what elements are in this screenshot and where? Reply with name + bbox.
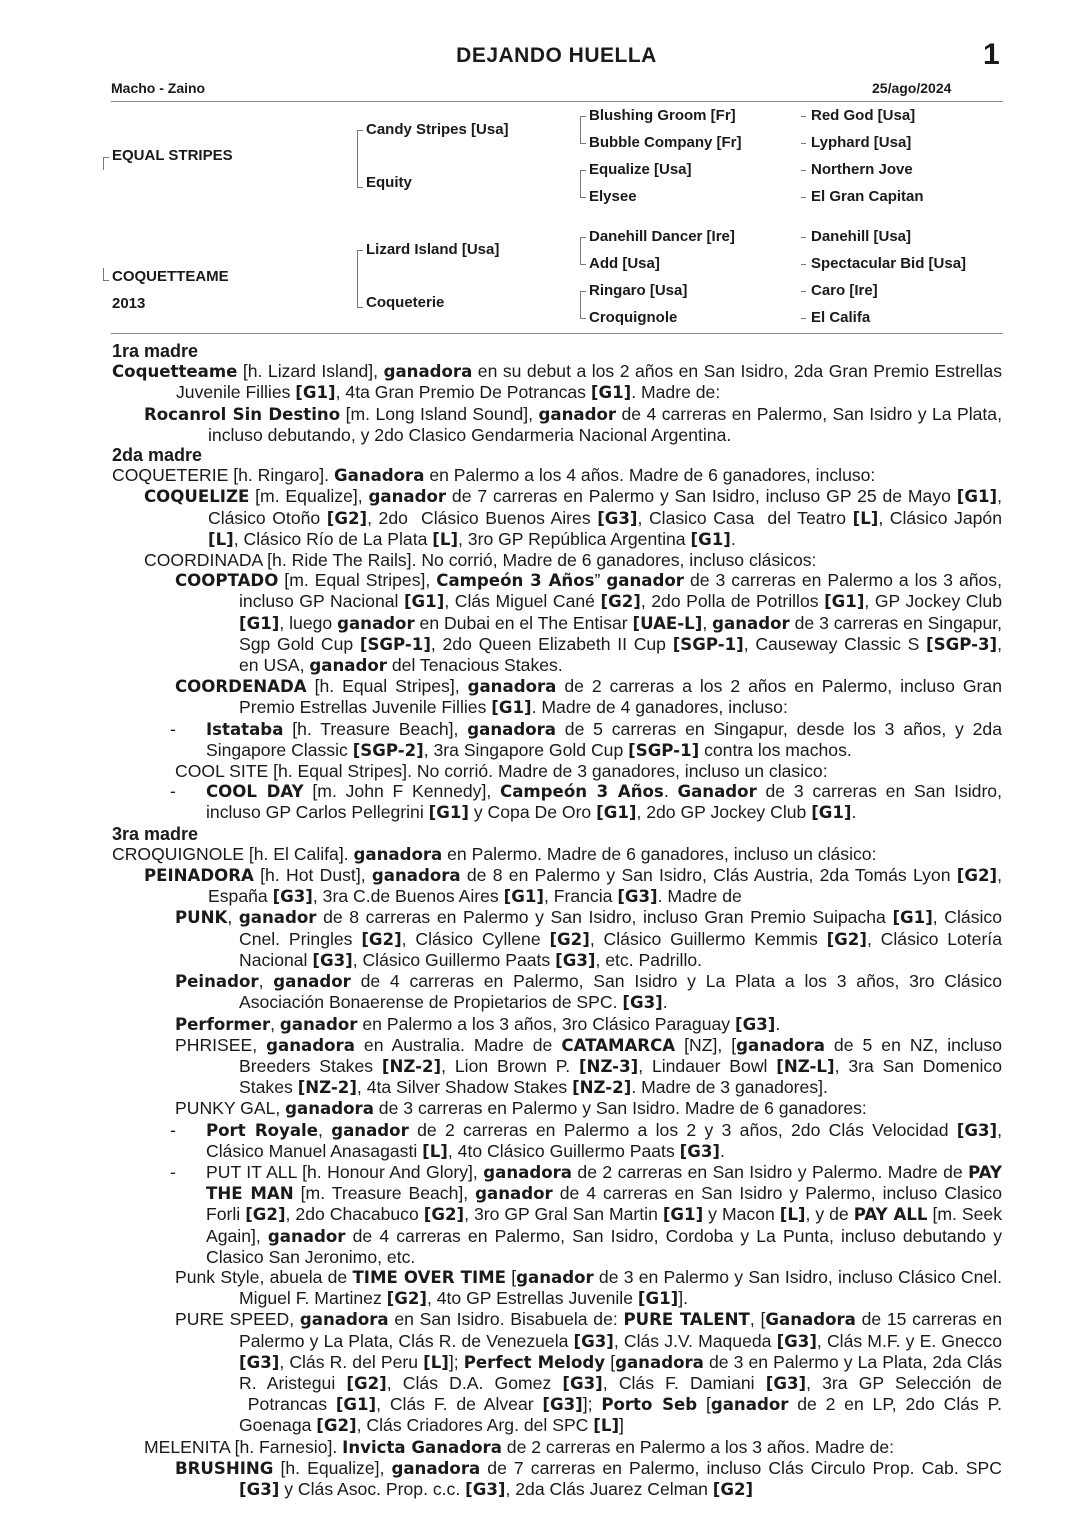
pedigree-sire: EQUAL STRIPES xyxy=(112,147,233,164)
bracket xyxy=(580,170,586,198)
pedigree-g3-4: Elysee xyxy=(589,188,637,205)
produce-entry: COOPTADO [m. Equal Stripes], Campeón 3 Años” ganador de 3 carreras en Palermo a los 3 años, incluso GP Nacional [G1], Clás Miguel Cané [G2], 2do Polla de Potrillos [G1], GP Jockey Club [G1], luego ganador en Dubai en el The Entisar [UAE-L], ganador de 3 carreras en Singapur, Sgp Gold Cup [SGP-1], 2do Queen Elizabeth II Cup [SGP-1], Causeway Classic S [SGP-3], en USA, ganador del Tenacious Stakes. xyxy=(175,570,1002,676)
produce-entry: MELENITA [h. Farnesio]. Invicta Ganadora de 2 carreras en Palermo a los 3 años. Madre de: xyxy=(144,1436,895,1457)
produce-entry: Rocanrol Sin Destino [m. Long Island Sound], ganador de 4 carreras en Palermo, San Isidro y La Plata, incluso debutando, y 2do Clasico Gendarmeria Nacional Argentina. xyxy=(144,403,1002,445)
dash xyxy=(801,237,806,238)
pedigree-year: 2013 xyxy=(112,295,146,312)
dash-marker: - xyxy=(170,1119,176,1140)
pedigree-g4-4: El Gran Capitan xyxy=(811,188,924,205)
dash xyxy=(801,291,806,292)
bracket xyxy=(103,268,109,281)
produce-entry: PHRISEE, ganadora en Australia. Madre de CATAMARCA [NZ], [ganadora de 5 en NZ, incluso Breeders Stakes [NZ-2], Lion Brown P. [NZ-3], Lindauer Bowl [NZ-L], 3ra San Domenico Stakes [NZ-2], 4ta Silver Shadow Stakes [NZ-2]. Madre de 3 ganadores]. xyxy=(175,1034,1002,1098)
dash-marker: - xyxy=(170,718,176,739)
sex-color: Macho - Zaino xyxy=(111,80,206,96)
produce-entry: PUNKY GAL, ganadora de 3 carreras en Palermo y San Isidro. Madre de 6 ganadores: xyxy=(175,1098,867,1119)
produce-entry: PEINADORA [h. Hot Dust], ganadora de 8 en Palermo y San Isidro, Clás Austria, 2da Tomás Lyon [G2], España [G3], 3ra C.de Buenos Aires [G1], Francia [G3]. Madre de xyxy=(144,865,1002,907)
bracket xyxy=(580,291,586,319)
section-heading-third-dam: 3ra madre xyxy=(112,823,199,844)
pedigree-dam: COQUETTEAME xyxy=(112,268,229,285)
bracket xyxy=(103,157,109,170)
pedigree-divider xyxy=(111,333,1003,334)
pedigree-g3-2: Bubble Company [Fr] xyxy=(589,134,742,151)
pedigree-g4-3: Northern Jove xyxy=(811,161,913,178)
pedigree-g3-1: Blushing Groom [Fr] xyxy=(589,107,736,124)
pedigree-g3-3: Equalize [Usa] xyxy=(589,161,692,178)
bracket xyxy=(580,116,586,144)
dash-marker: - xyxy=(170,781,176,802)
entry-text: PUT IT ALL [h. Honour And Glory], ganadora de 2 carreras en San Isidro y Palermo. Madre de PAY THE MAN [m. Treasure Beach], ganador de 4 carreras en San Isidro y Palermo, incluso Clasico Forli [G2], 2do Chacabuco [G2], 3ro GP Gral San Martin [G1] y Macon [L], y de PAY ALL [m. Seek Again], ganador de 4 carreras en Palermo, San Isidro, Cordoba y La Punta, incluso debutando y Clasico San Jeronimo, etc. xyxy=(206,1161,1003,1267)
produce-record xyxy=(112,341,1002,1500)
pedigree-g3-8: Croquignole xyxy=(589,309,678,326)
dash xyxy=(801,170,806,171)
produce-entry: Punk Style, abuela de TIME OVER TIME [ganador de 3 en Palermo y San Isidro, incluso Clásico Cnel. Miguel F. Martinez [G2], 4to GP Estrellas Juvenile [G1]]. xyxy=(175,1266,1002,1309)
dam-entry: CROQUIGNOLE [h. El Califa]. ganadora en Palermo. Madre de 6 ganadores, incluso un clásico: xyxy=(112,843,877,864)
pedigree-g4-8: El Califa xyxy=(811,309,871,326)
lot-number: 1 xyxy=(983,38,1000,71)
dash xyxy=(801,197,806,198)
entry-text: Istataba [h. Treasure Beach], ganadora de 5 carreras en Singapur, desde los 3 años, y 2da Singapore Classic [SGP-2], 3ra Singapore Gold Cup [SGP-1] contra los machos. xyxy=(206,718,1002,760)
dash-marker: - xyxy=(170,1161,176,1182)
pedigree-g4-6: Spectacular Bid [Usa] xyxy=(811,255,967,272)
produce-entry: BRUSHING [h. Equalize], ganadora de 7 carreras en Palermo, incluso Clás Circulo Prop. Cab. SPC [G3] y Clás Asoc. Prop. c.c. [G3], 2da Clás Juarez Celman [G2] xyxy=(175,1457,1002,1499)
pedigree-g2-4: Coqueterie xyxy=(366,294,445,311)
produce-entry: COQUELIZE [m. Equalize], ganador de 7 carreras en Palermo y San Isidro, incluso GP 25 de Mayo [G1], Clásico Otoño [G2], 2do Clásico Buenos Aires [G3], Clasico Casa del Teatro [L], Clásico Japón [L], Clásico Río de La Plata [L], 3ro GP República Argentina [G1]. xyxy=(144,486,1002,549)
entry-text: Port Royale, ganador de 2 carreras en Palermo a los 2 y 3 años, 2do Clás Velocidad [G3], Clásico Manuel Anasagasti [L], 4to Clásico Guillermo Paats [G3]. xyxy=(206,1119,1003,1161)
section-heading-first-dam: 1ra madre xyxy=(112,341,199,361)
produce-entry: COOL SITE [h. Equal Stripes]. No corrió. Madre de 3 ganadores, incluso un clasico: xyxy=(175,761,828,782)
dash xyxy=(801,318,806,319)
bracket xyxy=(357,250,363,308)
bracket xyxy=(580,237,586,265)
produce-entry xyxy=(170,1162,1002,1267)
dam-entry: Coquetteame [h. Lizard Island], ganadora en su debut a los 2 años en San Isidro, 2da Gran Premio Estrellas Juvenile Fillies [G1], 4ta Gran Premio De Potrancas [G1]. Madre de: xyxy=(112,361,1002,403)
dash xyxy=(801,116,806,117)
pedigree-g4-7: Caro [Ire] xyxy=(811,282,878,299)
pedigree-g4-2: Lyphard [Usa] xyxy=(811,134,912,151)
dash xyxy=(801,264,806,265)
produce-entry: COORDENADA [h. Equal Stripes], ganadora de 2 carreras a los 2 años en Palermo, incluso Gran Premio Estrellas Juvenile Fillies [G1]. Madre de 4 ganadores, incluso: xyxy=(175,676,1002,718)
entry-text: COOL DAY [m. John F Kennedy], Campeón 3 Años. Ganador de 3 carreras en San Isidro, incluso GP Carlos Pellegrini [G1] y Copa De Oro [G1], 2do GP Jockey Club [G1]. xyxy=(206,781,1002,823)
pedigree-g3-5: Danehill Dancer [Ire] xyxy=(589,228,735,245)
bracket xyxy=(357,130,363,188)
pedigree-table xyxy=(0,0,1080,340)
pedigree-g4-5: Danehill [Usa] xyxy=(811,228,912,245)
pedigree-g3-6: Add [Usa] xyxy=(589,255,660,272)
pedigree-g4-1: Red God [Usa] xyxy=(811,107,916,124)
produce-entry xyxy=(170,1120,1002,1162)
report-date: 25/ago/2024 xyxy=(872,80,952,96)
produce-entry: Performer, ganador en Palermo a los 3 años, 3ro Clásico Paraguay [G3]. xyxy=(175,1013,781,1034)
pedigree-g3-7: Ringaro [Usa] xyxy=(589,282,688,299)
produce-entry: PURE SPEED, ganadora en San Isidro. Bisabuela de: PURE TALENT, [Ganadora de 15 carreras en Palermo y La Plata, Clás R. de Venezuela [G3], Clás J.V. Maqueda [G3], Clás M.F. y E. Gnecco [G3], Clás R. del Peru [L]]; Perfect Melody [ganadora de 3 en Palermo y La Plata, 2da Clás R. Aristegui [G2], Clás D.A. Gomez [G3], Clás F. Damiani [G3], 3ra GP Selección de Potrancas [G1], Clás F. de Alvear [G3]]; Porto Seb [ganador de 2 en LP, 2do Clás P. Goenaga [G2], Clás Criadores Arg. del SPC [L]] xyxy=(175,1309,1003,1436)
horse-name-title: DEJANDO HUELLA xyxy=(456,44,657,67)
pedigree-g2-1: Candy Stripes [Usa] xyxy=(366,121,509,138)
section-heading-second-dam: 2da madre xyxy=(112,445,203,466)
pedigree-g2-3: Lizard Island [Usa] xyxy=(366,241,500,258)
produce-entry xyxy=(170,781,1002,823)
dam-entry: COQUETERIE [h. Ringaro]. Ganadora en Palermo a los 4 años. Madre de 6 ganadores, incluso: xyxy=(112,465,876,486)
produce-entry: COORDINADA [h. Ride The Rails]. No corrió, Madre de 6 ganadores, incluso clásicos: xyxy=(144,550,817,571)
produce-entry: PUNK, ganador de 8 carreras en Palermo y San Isidro, incluso Gran Premio Suipacha [G1], Clásico Cnel. Pringles [G2], Clásico Cyllene [G2], Clásico Guillermo Kemmis [G2], Clásico Lotería Nacional [G3], Clásico Guillermo Paats [G3], etc. Padrillo. xyxy=(175,907,1002,970)
pedigree-g2-2: Equity xyxy=(366,174,412,191)
dash xyxy=(801,143,806,144)
produce-entry xyxy=(170,719,1002,761)
produce-entry: Peinador, ganador de 4 carreras en Palermo, San Isidro y La Plata a los 3 años, 3ro Clásico Asociación Bonaerense de Propietarios de SPC. [G3]. xyxy=(175,971,1002,1013)
